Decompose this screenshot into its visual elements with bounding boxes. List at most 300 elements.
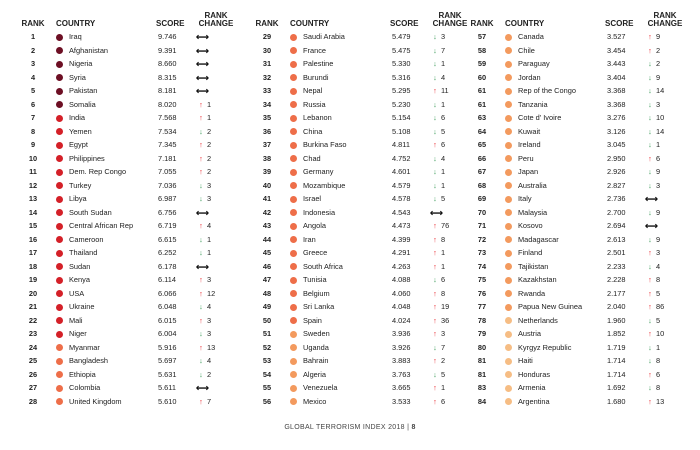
impact-dot-icon <box>56 115 63 122</box>
rank-change-value: 3 <box>656 180 661 190</box>
country-name: Sri Lanka <box>303 302 335 311</box>
rank-change <box>196 247 236 260</box>
country-name: Ethiopia <box>69 369 96 379</box>
rank-change <box>430 382 470 395</box>
country-name: Chile <box>518 45 535 55</box>
rank-change <box>430 207 470 221</box>
no-change-icon: ⟷ <box>196 45 209 56</box>
rank-change <box>645 315 685 328</box>
rank-value: 42 <box>262 207 272 217</box>
score-value: 6.987 <box>158 194 177 203</box>
rank-change <box>645 166 685 179</box>
rank-change <box>645 72 685 85</box>
score-value: 1.714 <box>607 369 626 379</box>
rank-change-value: 5 <box>441 126 446 136</box>
impact-dot-icon <box>56 88 63 95</box>
impact-dot-icon <box>56 101 63 108</box>
impact-dot-icon <box>505 385 512 392</box>
arrow-down-icon: ↓ <box>433 153 437 163</box>
rank-value: 50 <box>262 315 272 325</box>
country-name: Philippines <box>69 153 105 163</box>
rank-change <box>196 193 236 206</box>
rank-change-value: 5 <box>656 315 661 325</box>
score-value: 4.601 <box>392 167 411 176</box>
country-name: Tanzania <box>518 99 548 109</box>
score-value: 2.736 <box>607 194 626 203</box>
rank-change-value: 2 <box>207 140 212 149</box>
arrow-down-icon: ↓ <box>433 342 437 352</box>
rank-value: 32 <box>262 72 272 82</box>
rank-change-value: 2 <box>207 369 212 379</box>
impact-dot-icon <box>290 47 297 54</box>
rank-change <box>430 31 470 44</box>
impact-dot-icon <box>290 209 297 216</box>
rank-change <box>645 369 685 382</box>
country-name: Central African Rep <box>69 221 134 230</box>
impact-dot-icon <box>56 61 63 68</box>
impact-dot-icon <box>290 371 297 378</box>
rank-change <box>645 58 685 71</box>
impact-dot-icon <box>56 34 63 41</box>
arrow-down-icon: ↓ <box>199 369 203 379</box>
score-value: 3.533 <box>392 396 411 406</box>
rank-change-value: 12 <box>207 288 216 298</box>
rank-value: 29 <box>262 32 272 41</box>
score-value: 8.315 <box>158 72 177 82</box>
arrow-down-icon: ↓ <box>433 32 437 41</box>
impact-dot-icon <box>290 223 297 230</box>
rank-change-value: 1 <box>441 261 446 271</box>
country-name: Madagascar <box>518 234 559 244</box>
rank-change <box>196 315 236 328</box>
rank-value: 58 <box>477 45 487 55</box>
rank-change-value: 9 <box>656 167 661 176</box>
rank-change <box>430 355 470 368</box>
rank-value: 68 <box>477 180 487 190</box>
country-name: Cote d' Ivoire <box>518 113 562 122</box>
country-name: China <box>303 126 323 136</box>
impact-dot-icon <box>56 128 63 135</box>
country-name: United Kingdom <box>69 396 122 406</box>
rank-change-value: 3 <box>207 275 212 284</box>
arrow-up-icon: ↑ <box>648 369 652 379</box>
rank-change-value: 8 <box>441 288 446 298</box>
impact-dot-icon <box>290 358 297 365</box>
rank-value: 24 <box>28 342 38 352</box>
score-value: 3.936 <box>392 329 411 338</box>
score-value: 7.534 <box>158 126 177 136</box>
rank-value: 41 <box>262 194 272 203</box>
country-name: Greece <box>303 248 328 257</box>
country-name: Myanmar <box>69 342 100 352</box>
country-name: South Sudan <box>69 207 112 217</box>
rank-value: 33 <box>262 86 272 95</box>
rank-value: 25 <box>28 356 38 365</box>
rank-value: 35 <box>262 113 272 122</box>
impact-dot-icon <box>505 358 512 365</box>
rank-value: 47 <box>262 275 272 284</box>
country-name: Mexico <box>303 396 327 406</box>
rank-value: 69 <box>477 194 487 203</box>
arrow-up-icon: ↑ <box>199 288 203 298</box>
arrow-down-icon: ↓ <box>433 167 437 176</box>
rank-value: 80 <box>477 342 487 352</box>
rank-value: 70 <box>477 207 487 217</box>
country-name: Burkina Faso <box>303 140 347 149</box>
country-name: Indonesia <box>303 207 336 217</box>
impact-dot-icon <box>505 371 512 378</box>
score-value: 6.015 <box>158 315 177 325</box>
score-value: 2.228 <box>607 275 626 284</box>
rank-change <box>196 45 236 59</box>
score-value: 7.036 <box>158 180 177 190</box>
rank-value: 30 <box>262 45 272 55</box>
impact-dot-icon <box>505 236 512 243</box>
score-value: 3.368 <box>607 86 626 95</box>
rank-change <box>196 369 236 382</box>
impact-dot-icon <box>56 277 63 284</box>
score-value: 6.048 <box>158 302 177 311</box>
rank-change <box>196 58 236 72</box>
arrow-down-icon: ↓ <box>199 234 203 244</box>
rank-change <box>196 139 236 152</box>
impact-dot-icon <box>505 317 512 324</box>
impact-dot-icon <box>290 155 297 162</box>
arrow-down-icon: ↓ <box>648 126 652 136</box>
country-name: Ukraine <box>69 302 95 311</box>
impact-dot-icon <box>56 182 63 189</box>
rank-change <box>196 342 236 355</box>
rank-change-value: 1 <box>441 59 446 68</box>
rank-change-value: 9 <box>656 207 661 217</box>
rank-value: 38 <box>262 153 272 163</box>
country-name: Malaysia <box>518 207 548 217</box>
rank-value: 27 <box>28 383 38 392</box>
arrow-up-icon: ↑ <box>433 221 437 230</box>
rank-change-value: 5 <box>656 288 661 298</box>
rank-value: 34 <box>262 99 272 109</box>
rank-change <box>196 99 236 112</box>
rank-change-value: 86 <box>656 302 665 311</box>
header-country: COUNTRY <box>290 19 330 28</box>
impact-dot-icon <box>505 115 512 122</box>
rank-change-value: 8 <box>656 356 661 365</box>
rank-change <box>196 301 236 314</box>
header-rank: RANK <box>470 19 494 28</box>
score-value: 2.926 <box>607 167 626 176</box>
impact-dot-icon <box>290 101 297 108</box>
arrow-down-icon: ↓ <box>433 72 437 82</box>
arrow-up-icon: ↑ <box>433 140 437 149</box>
score-value: 5.697 <box>158 356 177 365</box>
impact-dot-icon <box>56 331 63 338</box>
score-value: 6.615 <box>158 234 177 244</box>
impact-dot-icon <box>56 304 63 311</box>
rank-change <box>645 288 685 301</box>
impact-dot-icon <box>290 263 297 270</box>
arrow-up-icon: ↑ <box>199 99 203 109</box>
rank-change <box>196 261 236 275</box>
rank-value: 77 <box>477 302 487 311</box>
rank-value: 65 <box>477 140 487 149</box>
arrow-up-icon: ↑ <box>433 356 437 365</box>
rank-value: 37 <box>262 140 272 149</box>
rank-change <box>645 126 685 139</box>
rank-change-value: 2 <box>441 356 446 365</box>
country-name: Angola <box>303 221 327 230</box>
rank-value: 40 <box>262 180 272 190</box>
arrow-up-icon: ↑ <box>648 275 652 284</box>
rank-change-value: 6 <box>656 369 661 379</box>
impact-dot-icon <box>505 331 512 338</box>
country-name: Peru <box>518 153 534 163</box>
header-score: SCORE <box>156 19 185 28</box>
country-name: Jordan <box>518 72 541 82</box>
arrow-down-icon: ↓ <box>648 86 652 95</box>
rank-value: 7 <box>30 113 36 122</box>
arrow-down-icon: ↓ <box>199 329 203 338</box>
arrow-down-icon: ↓ <box>648 315 652 325</box>
score-value: 1.680 <box>607 396 626 406</box>
impact-dot-icon <box>290 196 297 203</box>
rank-value: 12 <box>28 180 38 190</box>
country-name: Kenya <box>69 275 90 284</box>
score-value: 4.291 <box>392 248 411 257</box>
rank-value: 10 <box>28 153 38 163</box>
score-value: 3.454 <box>607 45 626 55</box>
rank-change-value: 4 <box>441 153 446 163</box>
no-change-icon: ⟷ <box>196 207 209 218</box>
score-value: 3.045 <box>607 140 626 149</box>
impact-dot-icon <box>290 74 297 81</box>
arrow-down-icon: ↓ <box>648 207 652 217</box>
rank-value: 4 <box>30 72 36 82</box>
arrow-down-icon: ↓ <box>433 194 437 203</box>
rank-change <box>430 274 470 287</box>
score-value: 4.473 <box>392 221 411 230</box>
arrow-up-icon: ↑ <box>199 113 203 122</box>
country-name: Sweden <box>303 329 330 338</box>
score-value: 1.719 <box>607 342 626 352</box>
country-name: Argentina <box>518 396 550 406</box>
impact-dot-icon <box>505 101 512 108</box>
arrow-up-icon: ↑ <box>433 234 437 244</box>
arrow-down-icon: ↓ <box>648 342 652 352</box>
country-name: Rwanda <box>518 288 546 298</box>
rank-value: 1 <box>30 32 36 41</box>
rank-change <box>645 85 685 98</box>
country-name: Iraq <box>69 32 82 41</box>
arrow-up-icon: ↑ <box>648 288 652 298</box>
rank-value: 81 <box>477 369 487 379</box>
score-value: 4.811 <box>392 140 410 149</box>
score-value: 6.114 <box>158 275 176 284</box>
country-name: Nigeria <box>69 59 93 68</box>
rank-change-value: 8 <box>656 383 661 392</box>
score-value: 3.126 <box>607 126 626 136</box>
rank-value: 57 <box>477 32 487 41</box>
rank-change-value: 7 <box>441 342 446 352</box>
rank-value: 39 <box>262 167 272 176</box>
score-value: 4.543 <box>392 207 411 217</box>
rank-change-value: 1 <box>207 99 212 109</box>
rank-change <box>645 247 685 260</box>
score-value: 2.177 <box>607 288 626 298</box>
impact-dot-icon <box>290 317 297 324</box>
score-value: 1.852 <box>607 329 626 338</box>
country-name: Mozambique <box>303 180 346 190</box>
score-value: 4.752 <box>392 153 411 163</box>
score-value: 7.181 <box>158 153 177 163</box>
country-name: Lebanon <box>303 113 332 122</box>
arrow-down-icon: ↓ <box>648 383 652 392</box>
impact-dot-icon <box>505 169 512 176</box>
impact-dot-icon <box>56 263 63 270</box>
rank-change <box>645 153 685 166</box>
impact-dot-icon <box>290 88 297 95</box>
rank-change <box>645 180 685 193</box>
country-name: Saudi Arabia <box>303 32 345 41</box>
rank-change <box>430 153 470 166</box>
country-name: Thailand <box>69 248 98 257</box>
rank-value: 2 <box>30 45 36 55</box>
rank-value: 31 <box>262 59 272 68</box>
rank-change <box>645 207 685 220</box>
arrow-down-icon: ↓ <box>648 234 652 244</box>
impact-dot-icon <box>290 61 297 68</box>
score-value: 2.827 <box>607 180 626 190</box>
country-name: Germany <box>303 167 334 176</box>
arrow-up-icon: ↑ <box>199 140 203 149</box>
rank-value: 45 <box>262 248 272 257</box>
rank-change-value: 1 <box>441 99 446 109</box>
arrow-up-icon: ↑ <box>433 248 437 257</box>
impact-dot-icon <box>56 385 63 392</box>
country-name: Libya <box>69 194 87 203</box>
rank-change <box>196 234 236 247</box>
rank-value: 16 <box>28 234 38 244</box>
rank-change-value: 13 <box>207 342 216 352</box>
header-rank-change: RANK CHANGE <box>647 11 683 28</box>
rank-value: 60 <box>477 72 487 82</box>
rank-change <box>430 396 470 409</box>
rank-value: 51 <box>262 329 272 338</box>
rank-change-value: 5 <box>441 194 446 203</box>
score-value: 9.391 <box>158 45 177 55</box>
arrow-down-icon: ↓ <box>433 126 437 136</box>
country-name: Israel <box>303 194 322 203</box>
rank-change <box>196 220 236 233</box>
impact-dot-icon <box>505 304 512 311</box>
impact-dot-icon <box>505 196 512 203</box>
country-name: Turkey <box>69 180 92 190</box>
arrow-up-icon: ↑ <box>433 288 437 298</box>
rank-value: 78 <box>477 315 487 325</box>
country-name: Tunisia <box>303 275 327 284</box>
rank-change <box>430 166 470 179</box>
country-name: Paraguay <box>518 59 550 68</box>
impact-dot-icon <box>505 223 512 230</box>
rank-change <box>196 153 236 166</box>
arrow-down-icon: ↓ <box>648 261 652 271</box>
rank-change <box>196 112 236 125</box>
arrow-up-icon: ↑ <box>433 383 437 392</box>
rank-change-value: 2 <box>656 59 661 68</box>
country-name: Kuwait <box>518 126 541 136</box>
arrow-down-icon: ↓ <box>648 167 652 176</box>
rank-change <box>430 342 470 355</box>
impact-dot-icon <box>56 209 63 216</box>
rank-value: 48 <box>262 288 272 298</box>
country-name: Algeria <box>303 369 327 379</box>
arrow-down-icon: ↓ <box>199 248 203 257</box>
header-rank: RANK <box>255 19 279 28</box>
arrow-up-icon: ↑ <box>433 302 437 311</box>
impact-dot-icon <box>56 196 63 203</box>
rank-value: 66 <box>477 153 487 163</box>
impact-dot-icon <box>505 277 512 284</box>
country-name: Bangladesh <box>69 356 109 365</box>
impact-dot-icon <box>56 317 63 324</box>
rank-change-value: 2 <box>207 153 212 163</box>
rank-change-value: 6 <box>441 113 446 122</box>
country-name: Kyrgyz Republic <box>518 342 572 352</box>
header-rank: RANK <box>21 19 45 28</box>
rank-change <box>645 342 685 355</box>
arrow-down-icon: ↓ <box>433 45 437 55</box>
header-score: SCORE <box>390 19 419 28</box>
country-name: Dem. Rep Congo <box>69 167 127 176</box>
arrow-up-icon: ↑ <box>433 261 437 271</box>
rank-change <box>196 355 236 368</box>
rank-change-value: 3 <box>441 32 446 41</box>
rank-change-value: 6 <box>441 396 446 406</box>
rank-value: 5 <box>30 86 36 95</box>
impact-dot-icon <box>290 304 297 311</box>
rank-change-value: 1 <box>207 234 212 244</box>
impact-dot-icon <box>56 142 63 149</box>
score-value: 9.746 <box>158 32 177 41</box>
rank-change-value: 14 <box>656 126 665 136</box>
header-country: COUNTRY <box>505 19 545 28</box>
arrow-up-icon: ↑ <box>648 248 652 257</box>
rank-value: 13 <box>28 194 38 203</box>
score-value: 7.345 <box>158 140 177 149</box>
score-value: 2.613 <box>607 234 626 244</box>
rank-value: 74 <box>477 261 487 271</box>
score-value: 5.610 <box>158 396 177 406</box>
country-name: Russia <box>303 99 326 109</box>
score-value: 4.088 <box>392 275 411 284</box>
rank-change <box>196 396 236 409</box>
score-value: 4.024 <box>392 315 411 325</box>
score-value: 5.230 <box>392 99 411 109</box>
impact-dot-icon <box>505 398 512 405</box>
country-name: Belgium <box>303 288 330 298</box>
rank-change <box>430 234 470 247</box>
rank-value: 44 <box>262 234 272 244</box>
rank-change <box>430 72 470 85</box>
arrow-up-icon: ↑ <box>648 396 652 406</box>
no-change-icon: ⟷ <box>196 261 209 272</box>
country-name: France <box>303 45 327 55</box>
arrow-down-icon: ↓ <box>433 180 437 190</box>
score-value: 4.060 <box>392 288 411 298</box>
rank-change-value: 7 <box>441 45 446 55</box>
arrow-down-icon: ↓ <box>199 356 203 365</box>
arrow-down-icon: ↓ <box>648 59 652 68</box>
impact-dot-icon <box>56 47 63 54</box>
